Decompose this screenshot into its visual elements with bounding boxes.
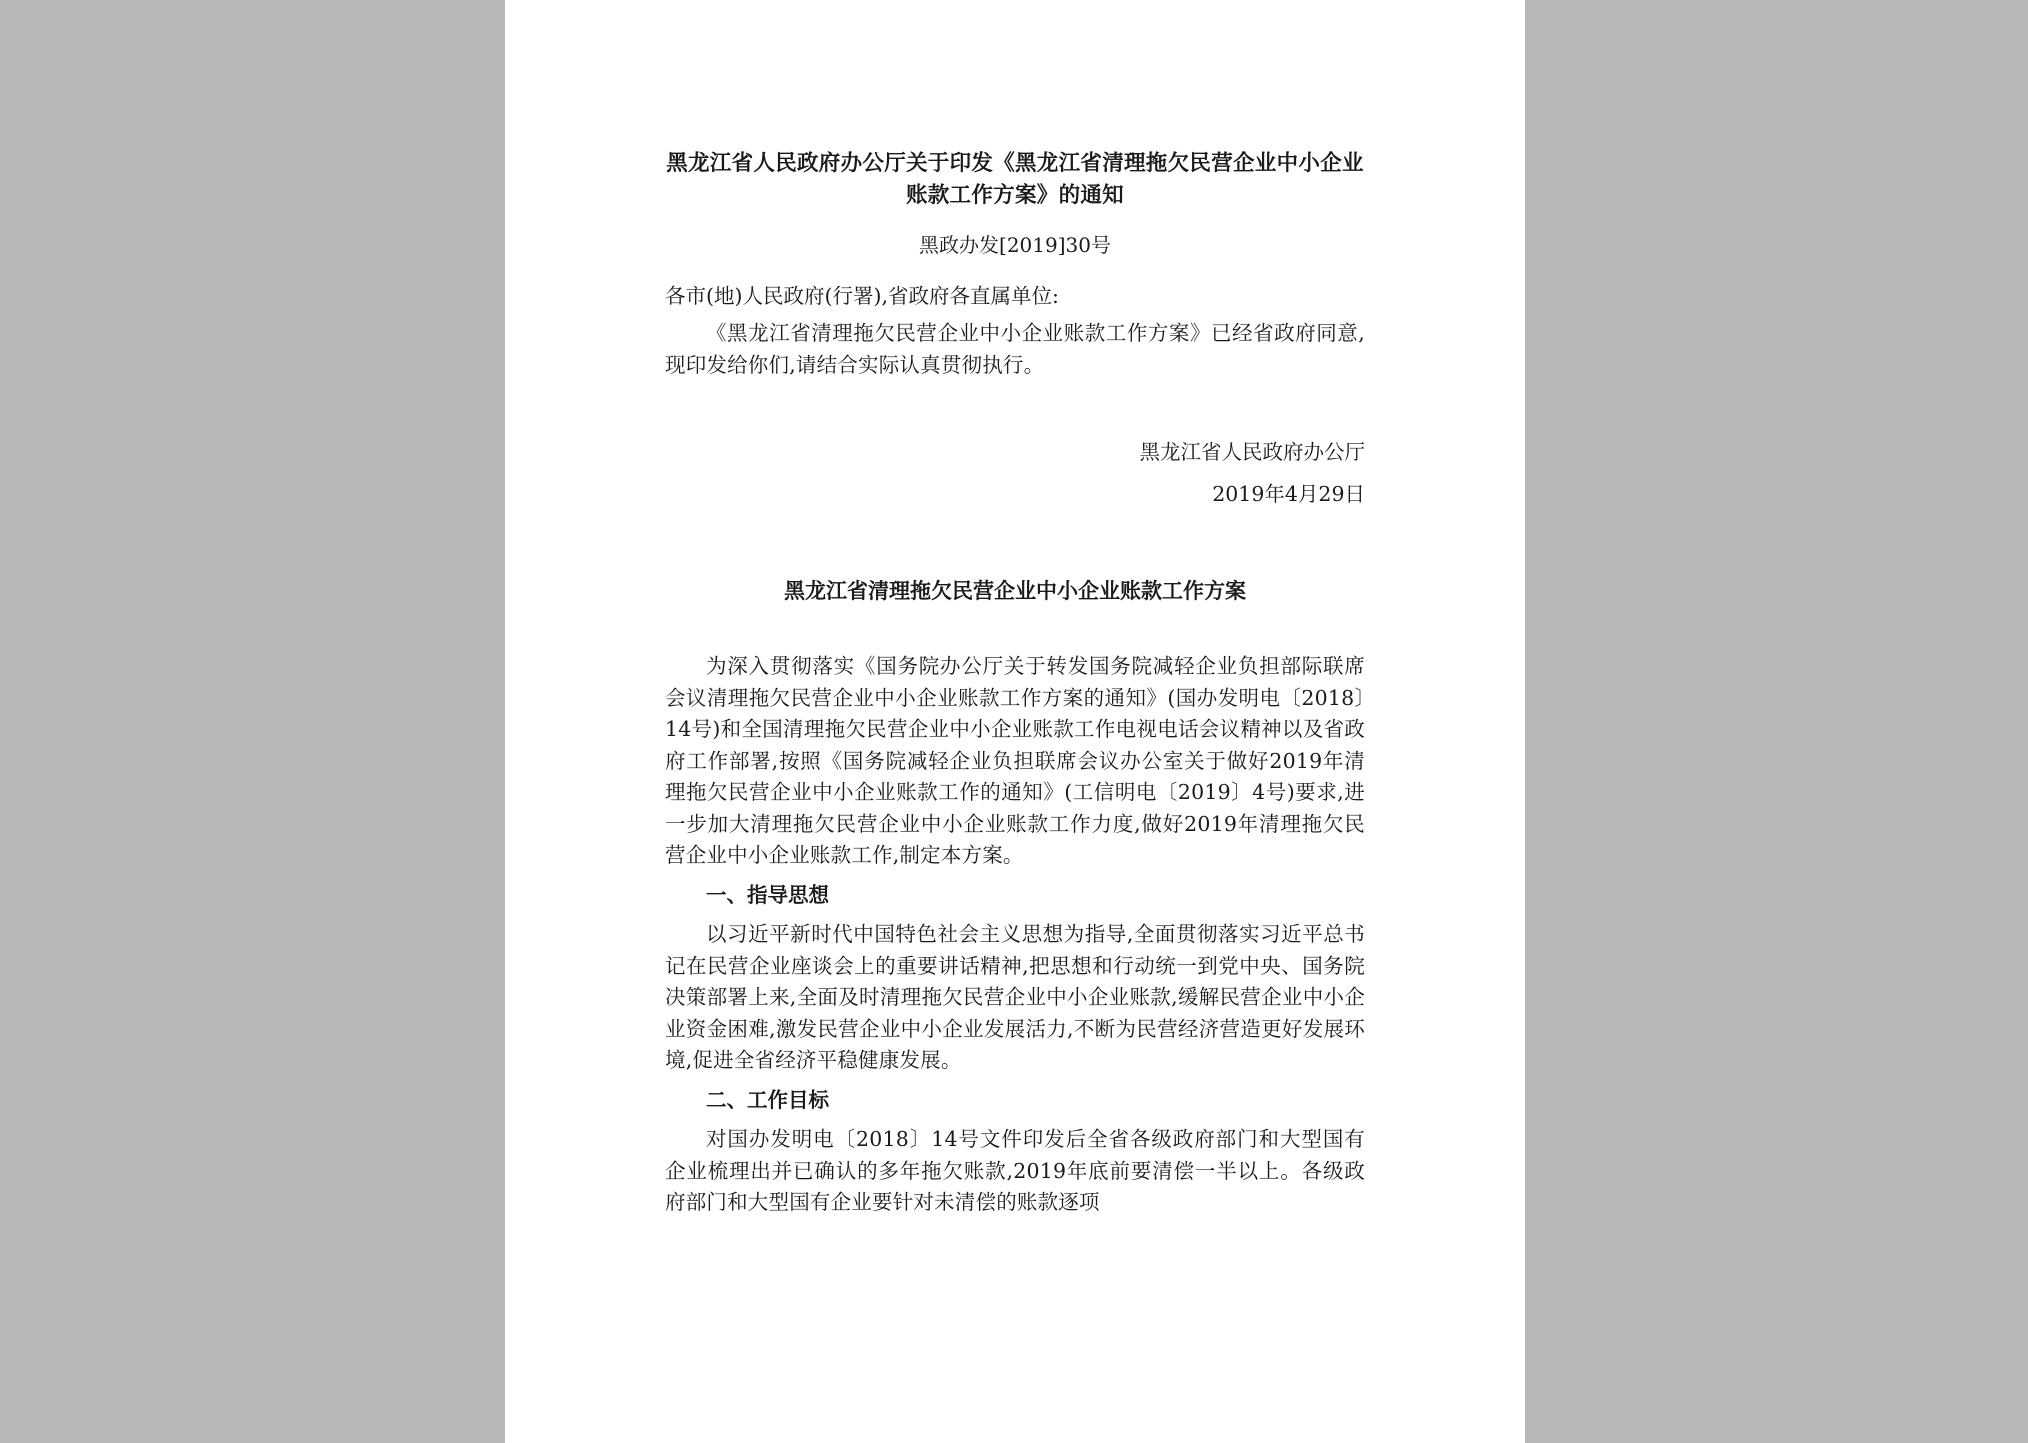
notice-title: 黑龙江省人民政府办公厅关于印发《黑龙江省清理拖欠民营企业中小企业账款工作方案》的通知 — [666, 151, 1364, 208]
plan-intro: 为深入贯彻落实《国务院办公厅关于转发国务院减轻企业负担部际联席会议清理拖欠民营企业中小企业账款工作方案的通知》(国办发明电〔2018〕14号)和全国清理拖欠民营企业中小企业账款工作电视电话会议精神以及省政府工作部署,按照《国务院减轻企业负担联席会议办公室关于做好2019年清理拖欠民营企业中小企业账款工作的通知》(工信明电〔2019〕4号)要求,进一步加大清理拖欠民营企业中小企业账款工作力度,做好2019年清理拖欠民营企业中小企业账款工作,制定本方案。 — [665, 654, 1365, 867]
notice-body: 《黑龙江省清理拖欠民营企业中小企业账款工作方案》已经省政府同意,现印发给你们,请结合实际认真贯彻执行。 — [665, 321, 1365, 377]
document-page — [505, 0, 1525, 1443]
document-number: 黑政办发[2019]30号 — [919, 233, 1111, 257]
signature-block — [665, 431, 1365, 515]
plan-title: 黑龙江省清理拖欠民营企业中小企业账款工作方案 — [784, 578, 1246, 603]
salutation: 各市(地)人民政府(行署),省政府各直属单位: — [665, 284, 1059, 308]
section-heading-work-goals: 二、工作目标 — [706, 1087, 829, 1112]
document-content — [665, 148, 1365, 1219]
section-heading-guiding-ideology: 一、指导思想 — [706, 882, 829, 907]
section-body-guiding-ideology: 以习近平新时代中国特色社会主义思想为指导,全面贯彻落实习近平总书记在民营企业座谈会上的重要讲话精神,把思想和行动统一到党中央、国务院决策部署上来,全面及时清理拖欠民营企业中小企业账款,缓解民营企业中小企业资金困难,激发民营企业中小企业发展活力,不断为民营经济营造更好发展环境,促进全省经济平稳健康发展。 — [665, 922, 1365, 1072]
issuer-name: 黑龙江省人民政府办公厅 — [1139, 440, 1365, 464]
issue-date: 2019年4月29日 — [1212, 482, 1365, 506]
section-body-work-goals: 对国办发明电〔2018〕14号文件印发后全省各级政府部门和大型国有企业梳理出并已确认的多年拖欠账款,2019年底前要清偿一半以上。各级政府部门和大型国有企业要针对未清偿的账款逐项 — [665, 1127, 1365, 1214]
